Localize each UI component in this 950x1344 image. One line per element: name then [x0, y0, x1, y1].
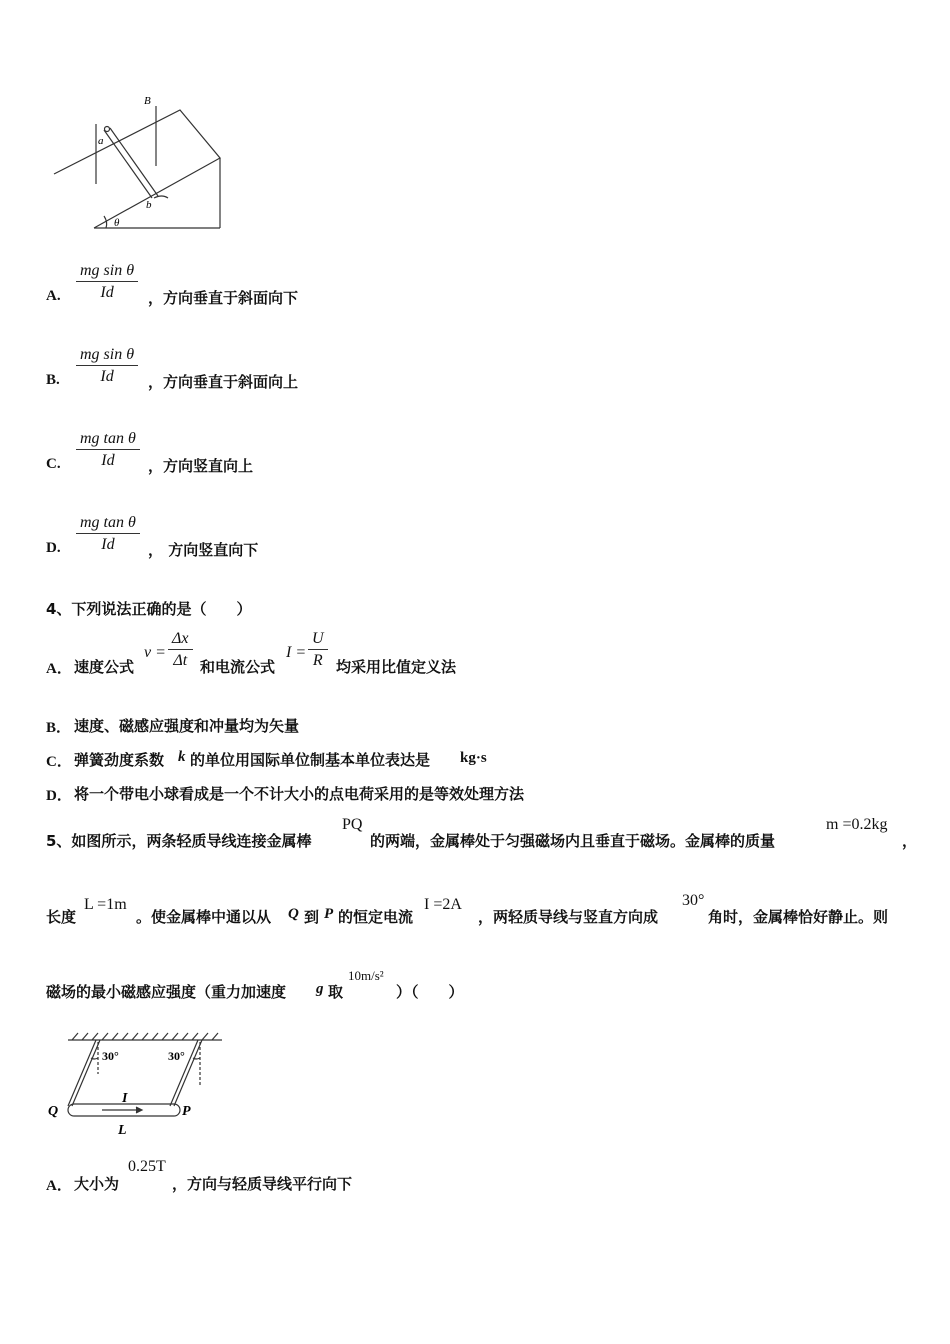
q3-option-a-label: A.: [46, 288, 61, 304]
q3-option-c-label: C.: [46, 456, 61, 472]
fraction-denominator: Id: [101, 452, 115, 469]
fraction-numerator: Δx: [168, 630, 193, 650]
left-angle-label: 30°: [102, 1049, 119, 1063]
current-formula-lhs: I =: [286, 644, 307, 661]
q4-option-c-text2: 的单位用国际单位制基本单位表达是: [190, 751, 431, 769]
q4-option-a-text1: 速度公式: [74, 658, 135, 676]
q5-line2-text1: 长度: [46, 908, 77, 926]
fraction-denominator: Δt: [173, 652, 188, 669]
fraction-numerator: U: [308, 630, 328, 650]
velocity-formula-lhs: v =: [144, 644, 166, 661]
q4-option-d-text: 将一个带电小球看成是一个不计大小的点电荷采用的是等效处理方法: [74, 785, 525, 803]
left-wire-1: [68, 1040, 96, 1106]
rod-ab-1: [104, 130, 152, 198]
wire-angle: 30°: [682, 892, 705, 909]
length-label: L: [118, 1123, 127, 1138]
q4-option-b-text: 速度、磁感应强度和冲量均为矢量: [74, 717, 300, 735]
left-angle-arc: [91, 1058, 98, 1059]
q5-option-a-text2: ，方向与轻质导线平行向下: [172, 1175, 353, 1193]
fraction-numerator: mg sin θ: [76, 346, 138, 366]
q5-line2-text4: 的恒定电流: [338, 908, 414, 926]
q3-option-a-text: ，方向垂直于斜面向下: [148, 289, 299, 307]
q3-option-b-label: B.: [46, 372, 60, 388]
velocity-formula-fraction: [168, 630, 193, 670]
rod-ab-2: [110, 128, 158, 196]
point-q-label: Q: [48, 1104, 59, 1119]
hanging-rod-figure: [44, 1030, 230, 1140]
point-p-symbol: P: [324, 906, 334, 922]
q3-option-c-text: ，方向竖直向上: [148, 457, 254, 475]
q5-line3-text3: ）（ ）: [396, 983, 464, 1001]
label-B: B: [144, 95, 151, 107]
q5-line3-text1: 磁场的最小磁感应强度（重力加速度: [46, 983, 287, 1001]
q3-option-d-text: ， 方向竖直向下: [148, 541, 259, 559]
q5-line2-text5: ，两轻质导线与竖直方向成: [478, 908, 659, 926]
label-theta: θ: [114, 217, 120, 229]
right-angle-label: 30°: [168, 1049, 185, 1063]
fraction-numerator: mg tan θ: [76, 430, 140, 450]
fraction-denominator: Id: [101, 536, 115, 553]
fraction-denominator: Id: [100, 368, 114, 385]
q4-stem: 4、下列说法正确的是（ ）: [46, 600, 252, 618]
q4-option-b-label: B．: [46, 720, 72, 736]
point-q-symbol: Q: [288, 906, 299, 922]
current-arrowhead: [136, 1107, 142, 1113]
ceiling-hatch: [72, 1033, 218, 1040]
gravity-value: 10m/s²: [348, 968, 384, 983]
point-p-label: P: [182, 1104, 191, 1119]
q3-option-c-fraction: [76, 430, 140, 470]
label-b: b: [146, 199, 152, 211]
fraction-denominator: R: [312, 652, 323, 669]
q5-line1-text2: 的两端，金属棒处于匀强磁场内且垂直于磁场。金属棒的质量: [370, 832, 776, 850]
incline-figure: [48, 92, 228, 234]
rod-end-b: [154, 196, 168, 198]
q3-option-d-label: D.: [46, 540, 61, 556]
current-label: I: [122, 1091, 128, 1106]
fraction-numerator: mg sin θ: [76, 262, 138, 282]
q5-line1-text3: ，: [902, 832, 918, 850]
q5-line3-text2: 取: [328, 983, 344, 1001]
q5-line2-text3: 到: [304, 908, 320, 926]
field-strength-value: 0.25T: [128, 1158, 166, 1175]
q4-option-a-text3: 均采用比值定义法: [336, 658, 457, 676]
current-formula-fraction: [308, 630, 328, 670]
fraction-denominator: Id: [100, 284, 114, 301]
spring-constant-unit: kg·s: [460, 750, 487, 766]
q3-option-b-fraction: [76, 346, 138, 386]
q5-option-a-label: A．: [46, 1178, 72, 1194]
q3-option-b-text: ，方向垂直于斜面向上: [148, 373, 299, 391]
rod-length: L =1m: [84, 896, 127, 913]
q5-line2-text6: 角时，金属棒恰好静止。则: [708, 908, 889, 926]
q4-option-a-label: A．: [46, 661, 72, 677]
q4-option-d-label: D．: [46, 788, 72, 804]
q5-line2-text2: 。使金属棒中通以从: [136, 908, 272, 926]
spring-constant-symbol: k: [178, 749, 186, 765]
current-value: I =2A: [424, 896, 462, 913]
incline-top-face: [54, 110, 220, 228]
q4-option-a-text2: 和电流公式: [200, 658, 276, 676]
q5-line1-text1: 5、如图所示，两条轻质导线连接金属棒: [46, 832, 312, 850]
q3-option-a-fraction: [76, 262, 138, 302]
q4-option-c-label: C．: [46, 754, 72, 770]
rod-name-pq: PQ: [342, 816, 363, 833]
fraction-numerator: mg tan θ: [76, 514, 140, 534]
right-angle-arc: [193, 1058, 200, 1059]
q5-option-a-text1: 大小为: [74, 1175, 120, 1193]
rod-end-a: [105, 127, 110, 132]
q4-option-c-text1: 弹簧劲度系数: [74, 751, 165, 769]
left-wire-2: [72, 1040, 100, 1106]
gravity-symbol: g: [316, 981, 324, 997]
rod-mass: m =0.2kg: [826, 816, 888, 833]
label-a: a: [98, 135, 104, 147]
q3-option-d-fraction: [76, 514, 140, 554]
